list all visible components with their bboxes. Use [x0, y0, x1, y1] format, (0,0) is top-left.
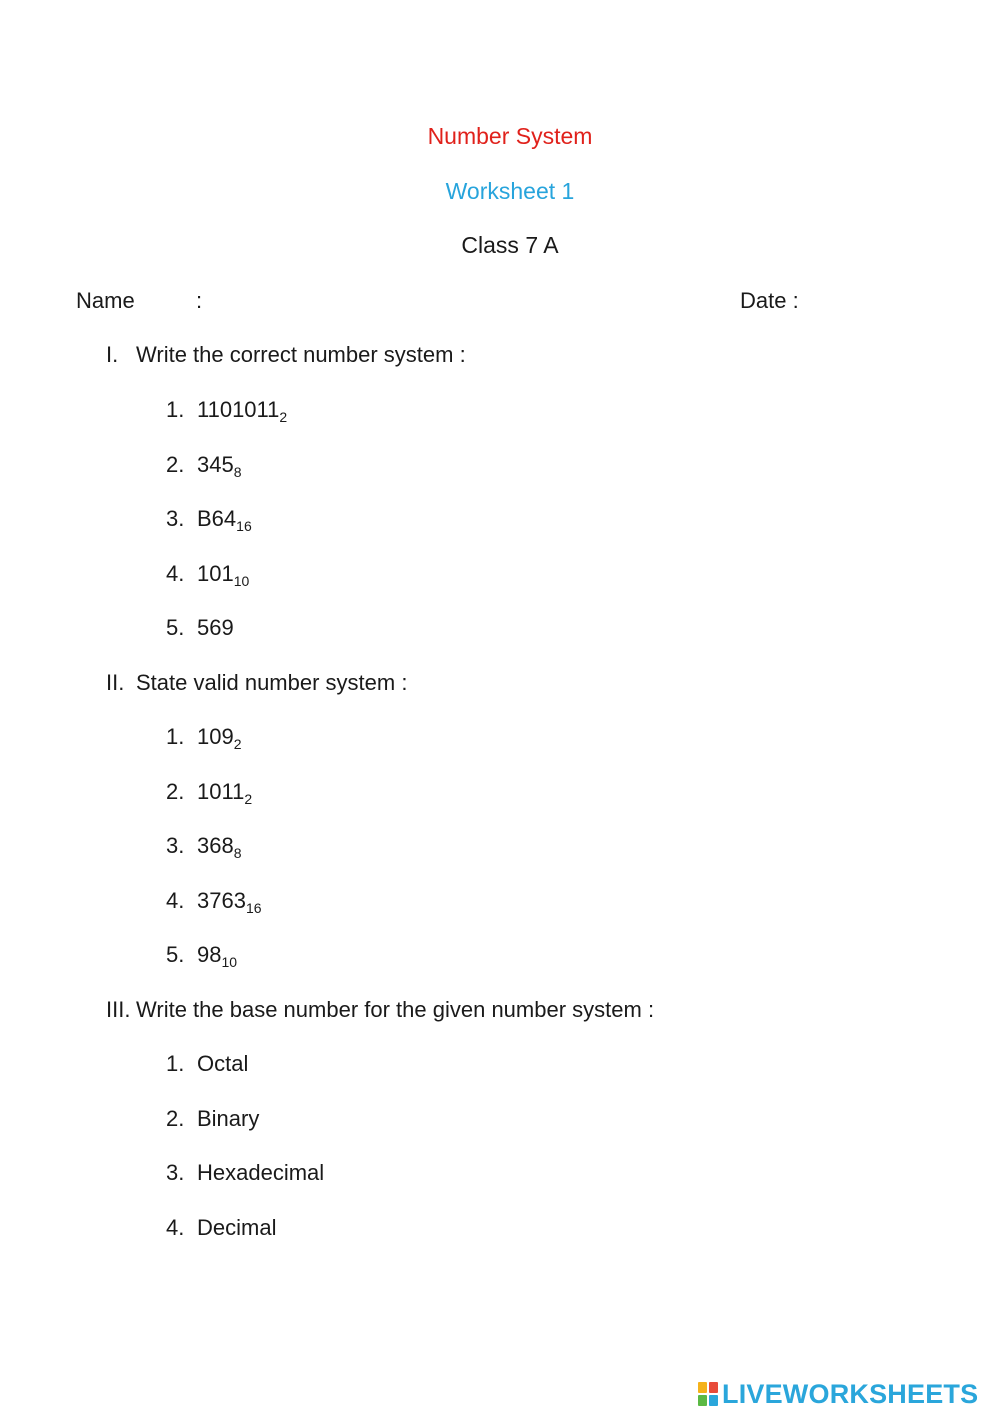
liveworksheets-logo-icon: [698, 1382, 718, 1406]
worksheet-title: Number System: [427, 123, 593, 149]
list-item: 5. 569: [166, 615, 234, 640]
section-heading: Write the base number for the given number system :: [136, 997, 655, 1022]
liveworksheets-logo-text: LIVEWORKSHEETS: [722, 1378, 979, 1409]
liveworksheets-logo: [698, 1378, 978, 1410]
date-label: Date :: [740, 288, 799, 313]
list-item: 5. $98_{10}$: [166, 942, 238, 970]
list-item: 1. $1101011_2$: [166, 397, 288, 425]
section-heading: State valid number system :: [136, 670, 408, 695]
section-numeral: III.: [106, 997, 131, 1022]
section-numeral: I.: [106, 342, 119, 367]
list-item: 4. $3763_{16}$: [166, 888, 262, 916]
worksheet-subtitle: Worksheet 1: [445, 178, 575, 204]
list-item: 3. $B64_{16}$: [166, 506, 252, 534]
list-item: 2. Binary: [166, 1106, 260, 1131]
list-item: 2. $345_8$: [166, 452, 242, 480]
list-item: 1. Octal: [166, 1051, 249, 1076]
list-item: 3. Hexadecimal: [166, 1160, 325, 1185]
name-colon: :: [196, 288, 203, 313]
class-label: Class 7 A: [461, 232, 559, 258]
list-item: 3. $368_8$: [166, 833, 242, 861]
section-heading: Write the correct number system :: [136, 342, 466, 367]
list-item: 4. $101_{10}$: [166, 561, 250, 589]
section-numeral: II.: [106, 670, 125, 695]
name-label: Name: [76, 288, 135, 313]
list-item: 2. $1011_2$: [166, 779, 253, 807]
list-item: 4. Decimal: [166, 1215, 277, 1240]
list-item: 1. $109_2$: [166, 724, 242, 752]
